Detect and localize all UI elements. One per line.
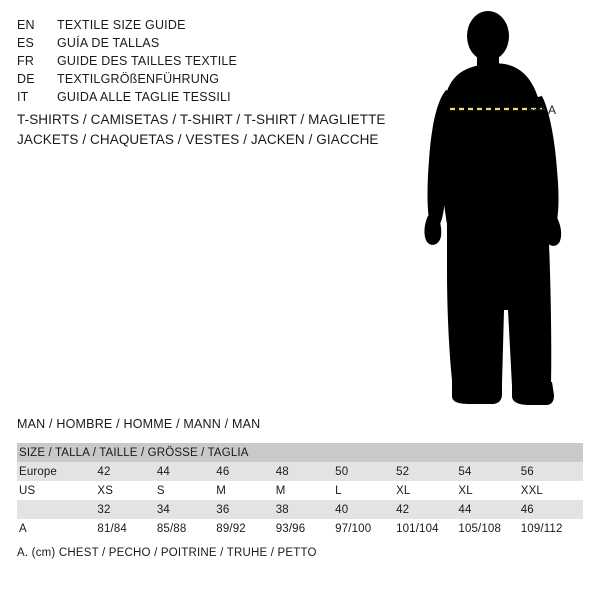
language-row bbox=[17, 88, 377, 106]
category-jackets: JACKETS / CHAQUETAS / VESTES / JACKEN / GIACCHE bbox=[17, 132, 379, 147]
language-code: FR bbox=[17, 54, 35, 68]
table-cell: 40 bbox=[335, 500, 396, 519]
table-row bbox=[17, 500, 583, 519]
language-title: TEXTILE SIZE GUIDE bbox=[57, 18, 186, 32]
table-cell: 36 bbox=[216, 500, 275, 519]
table-cell: 81/84 bbox=[97, 519, 156, 538]
table-row bbox=[17, 462, 583, 481]
table-cell: 85/88 bbox=[157, 519, 216, 538]
measurement-footnote: A. (cm) CHEST / PECHO / POITRINE / TRUHE / PETTO bbox=[17, 547, 317, 559]
category-tshirts: T-SHIRTS / CAMISETAS / T-SHIRT / T-SHIRT / MAGLIETTE bbox=[17, 112, 386, 127]
language-title-block bbox=[17, 16, 377, 106]
table-row bbox=[17, 481, 583, 500]
table-cell: 38 bbox=[276, 500, 335, 519]
table-cell: 42 bbox=[396, 500, 458, 519]
size-table bbox=[17, 443, 583, 538]
language-row bbox=[17, 70, 377, 88]
language-code: EN bbox=[17, 18, 35, 32]
table-cell: 44 bbox=[458, 500, 520, 519]
language-row bbox=[17, 52, 377, 70]
row-label: US bbox=[17, 481, 97, 500]
table-cell: 34 bbox=[157, 500, 216, 519]
language-code: DE bbox=[17, 72, 35, 86]
row-label: A bbox=[17, 519, 97, 538]
table-cell: 44 bbox=[157, 462, 216, 481]
language-row bbox=[17, 34, 377, 52]
table-cell: 46 bbox=[216, 462, 275, 481]
table-cell: M bbox=[216, 481, 275, 500]
table-cell: L bbox=[335, 481, 396, 500]
language-title: GUIDE DES TAILLES TEXTILE bbox=[57, 54, 238, 68]
table-cell: 109/112 bbox=[521, 519, 583, 538]
language-row bbox=[17, 16, 377, 34]
table-cell: 105/108 bbox=[458, 519, 520, 538]
table-cell: XS bbox=[97, 481, 156, 500]
row-label: Europe bbox=[17, 462, 97, 481]
table-cell: 101/104 bbox=[396, 519, 458, 538]
language-code: IT bbox=[17, 90, 29, 104]
table-cell: 54 bbox=[458, 462, 520, 481]
table-cell: S bbox=[157, 481, 216, 500]
language-title: TEXTILGRÖßENFÜHRUNG bbox=[57, 72, 220, 86]
language-title: GUÍA DE TALLAS bbox=[57, 36, 160, 50]
table-cell: 52 bbox=[396, 462, 458, 481]
section-title-man: MAN / HOMBRE / HOMME / MANN / MAN bbox=[17, 417, 261, 431]
table-cell: 32 bbox=[97, 500, 156, 519]
chest-marker-label: A bbox=[548, 103, 557, 117]
size-table-wrapper bbox=[17, 443, 583, 538]
table-cell: 48 bbox=[276, 462, 335, 481]
language-title: GUIDA ALLE TAGLIE TESSILI bbox=[57, 90, 231, 104]
table-cell: 89/92 bbox=[216, 519, 275, 538]
row-label bbox=[17, 500, 97, 519]
chest-marker-dashes bbox=[530, 109, 546, 110]
male-silhouette-figure bbox=[400, 10, 600, 410]
table-header-label: SIZE / TALLA / TAILLE / GRÖSSE / TAGLIA bbox=[17, 443, 583, 462]
table-row bbox=[17, 519, 583, 538]
garment-category-block bbox=[17, 110, 387, 150]
table-cell: 46 bbox=[521, 500, 583, 519]
table-cell: 97/100 bbox=[335, 519, 396, 538]
table-cell: 93/96 bbox=[276, 519, 335, 538]
table-cell: XL bbox=[396, 481, 458, 500]
table-cell: 42 bbox=[97, 462, 156, 481]
language-code: ES bbox=[17, 36, 35, 50]
table-cell: M bbox=[276, 481, 335, 500]
table-cell: 50 bbox=[335, 462, 396, 481]
table-cell: XXL bbox=[521, 481, 583, 500]
table-header-row bbox=[17, 443, 583, 462]
table-cell: 56 bbox=[521, 462, 583, 481]
table-cell: XL bbox=[458, 481, 520, 500]
